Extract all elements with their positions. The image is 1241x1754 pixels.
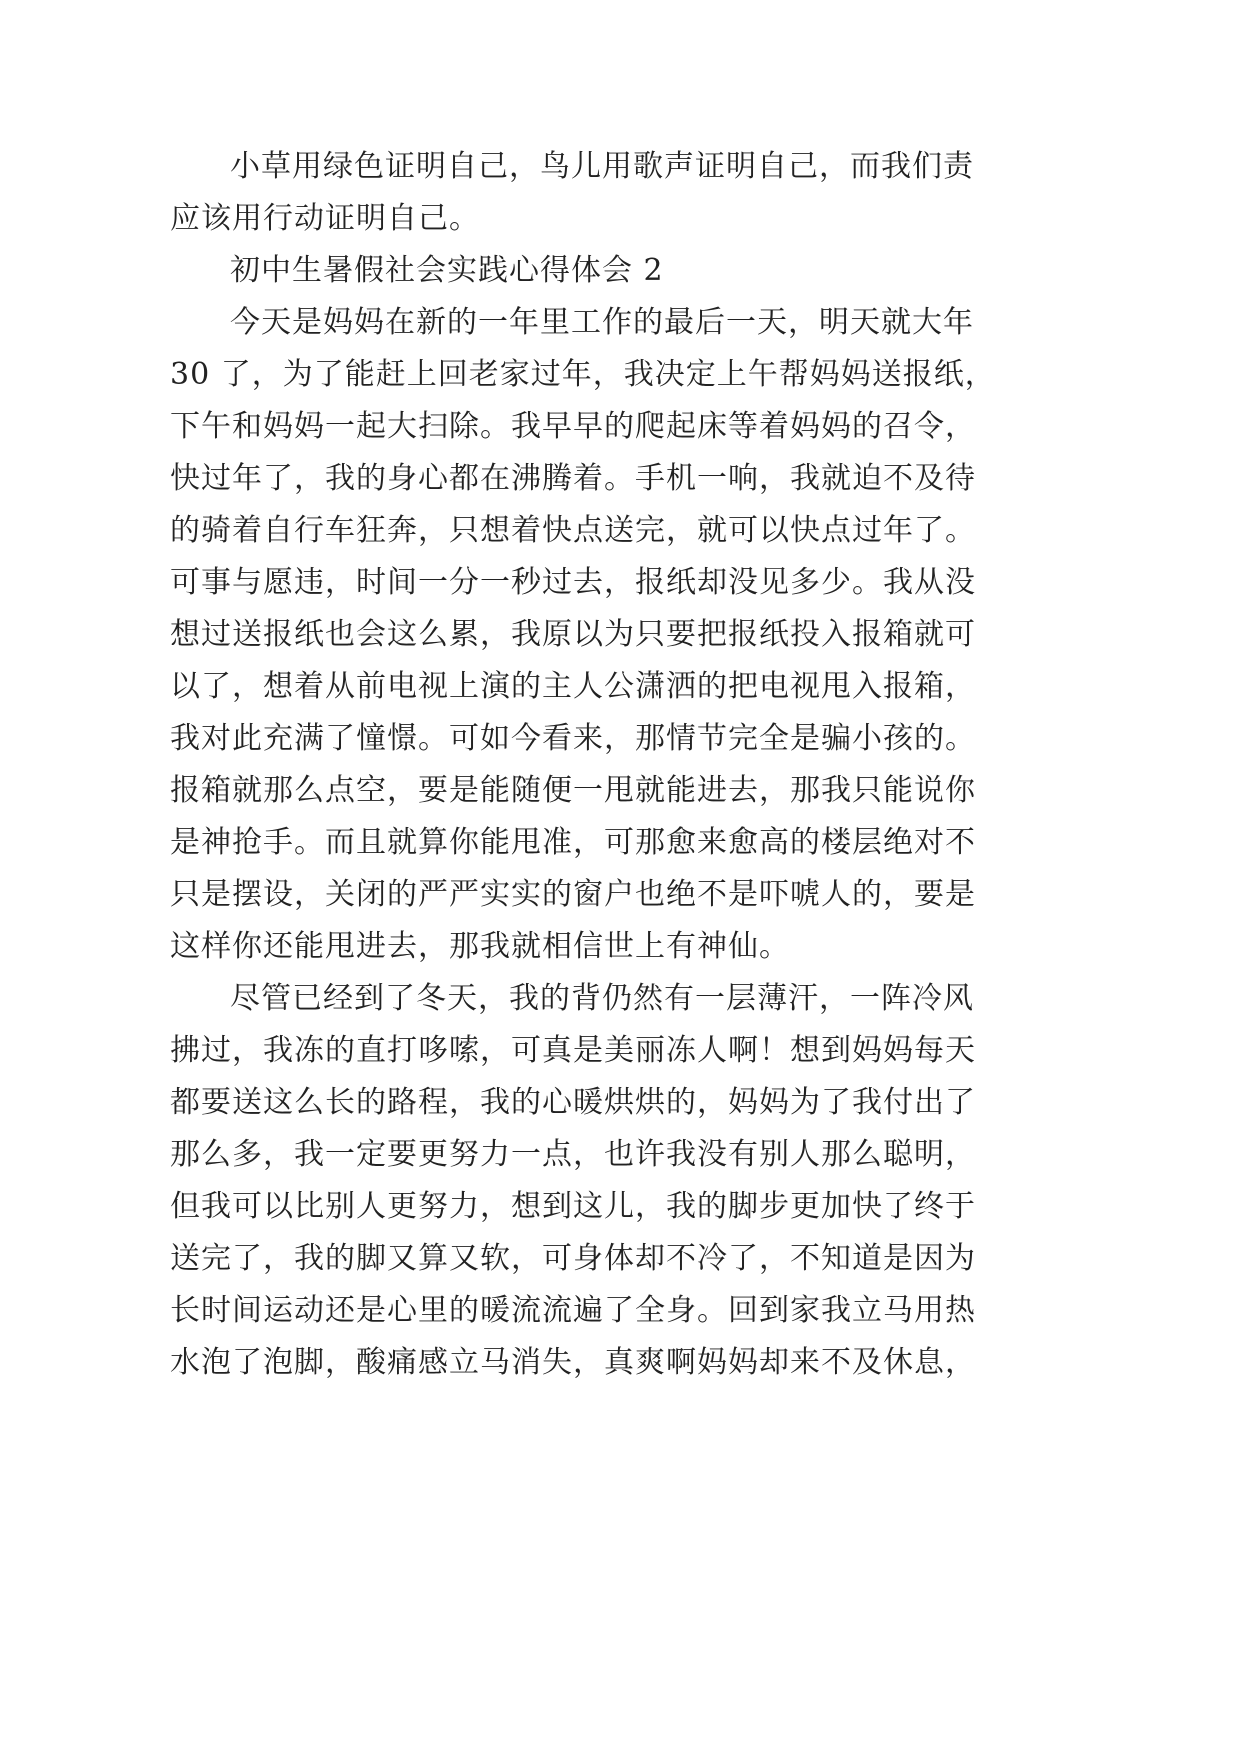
text-line: 都要送这么长的路程，我的心暖烘烘的，妈妈为了我付出了	[170, 1085, 976, 1120]
text-line: 长时间运动还是心里的暖流流遍了全身。回到家我立马用热	[170, 1293, 976, 1328]
text-line: 应该用行动证明自己。	[170, 201, 480, 236]
text-line: 这样你还能甩进去，那我就相信世上有神仙。	[170, 929, 790, 964]
section-heading: 初中生暑假社会实践心得体会 2	[230, 253, 664, 288]
text-line: 送完了，我的脚又算又软，可身体却不冷了，不知道是因为	[170, 1241, 976, 1276]
text-line: 想过送报纸也会这么累，我原以为只要把报纸投入报箱就可	[170, 617, 976, 652]
text-line: 尽管已经到了冬天，我的背仍然有一层薄汗，一阵冷风	[230, 981, 974, 1016]
text-line: 可事与愿违，时间一分一秒过去，报纸却没见多少。我从没	[170, 565, 976, 600]
text-line: 下午和妈妈一起大扫除。我早早的爬起床等着妈妈的召令，	[170, 409, 976, 444]
text-line: 是神抢手。而且就算你能甩准，可那愈来愈高的楼层绝对不	[170, 825, 976, 860]
text-line: 拂过，我冻的直打哆嗦，可真是美丽冻人啊！想到妈妈每天	[170, 1033, 976, 1068]
text-line: 快过年了，我的身心都在沸腾着。手机一响，我就迫不及待	[170, 461, 976, 496]
text-line: 30 了，为了能赶上回老家过年，我决定上午帮妈妈送报纸，	[170, 357, 996, 392]
text-line: 我对此充满了憧憬。可如今看来，那情节完全是骗小孩的。	[170, 721, 976, 756]
text-line: 小草用绿色证明自己，鸟儿用歌声证明自己，而我们责	[230, 149, 974, 184]
text-line: 报箱就那么点空，要是能随便一甩就能进去，那我只能说你	[170, 773, 976, 808]
text-line: 但我可以比别人更努力，想到这儿，我的脚步更加快了终于	[170, 1189, 976, 1224]
text-line: 只是摆设，关闭的严严实实的窗户也绝不是吓唬人的，要是	[170, 877, 976, 912]
text-line: 以了，想着从前电视上演的主人公潇洒的把电视甩入报箱，	[170, 669, 976, 704]
text-line: 的骑着自行车狂奔，只想着快点送完，就可以快点过年了。	[170, 513, 976, 548]
text-line: 水泡了泡脚，酸痛感立马消失，真爽啊妈妈却来不及休息，	[170, 1345, 976, 1380]
text-line: 那么多，我一定要更努力一点，也许我没有别人那么聪明，	[170, 1137, 976, 1172]
text-line: 今天是妈妈在新的一年里工作的最后一天，明天就大年	[230, 305, 974, 340]
